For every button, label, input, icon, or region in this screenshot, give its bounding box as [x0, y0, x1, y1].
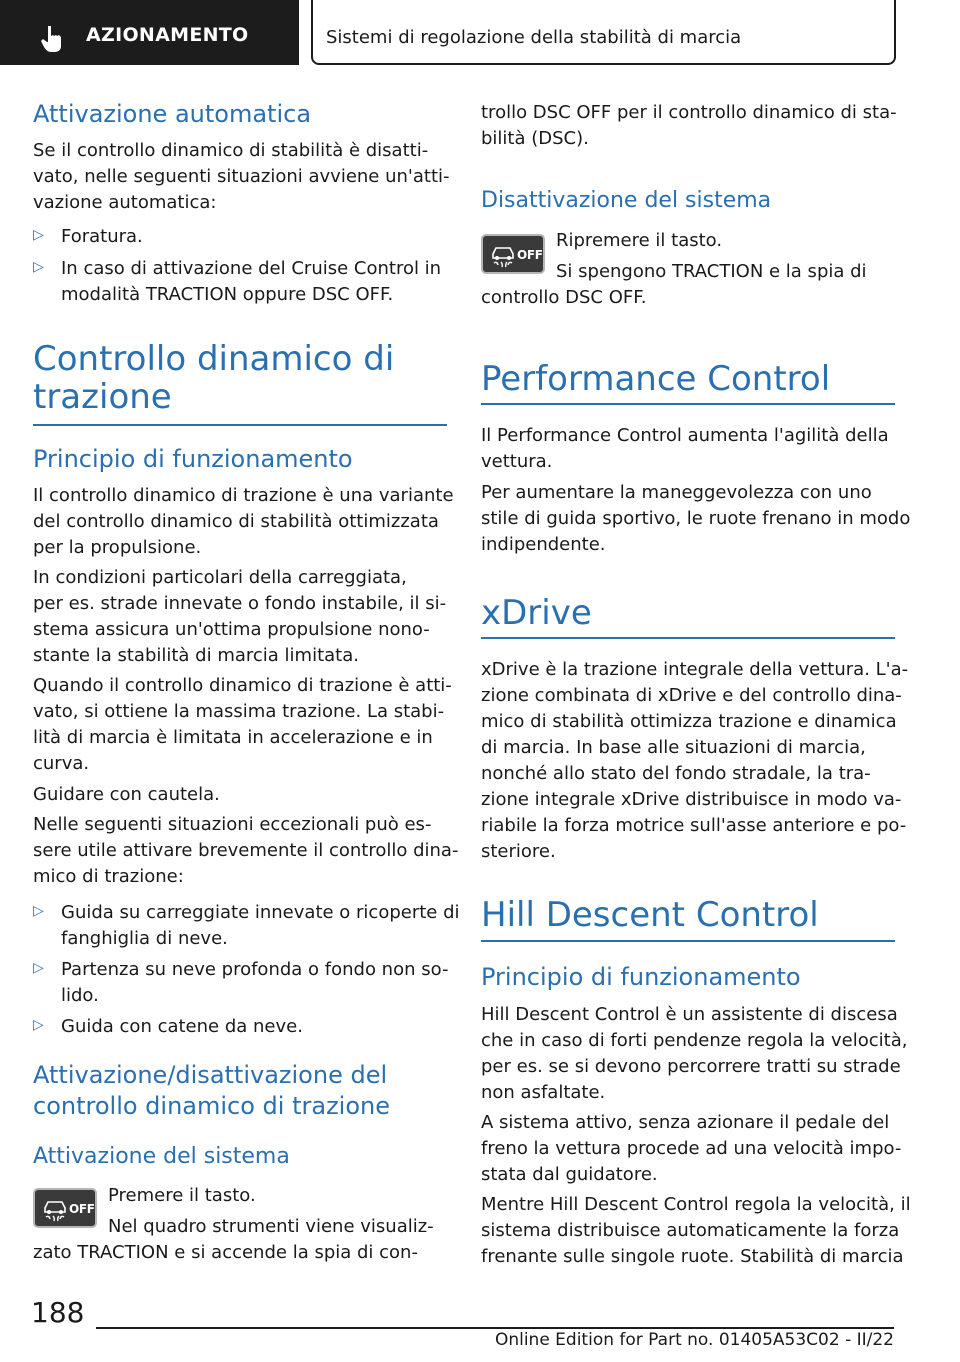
dsc-off-label: OFF	[517, 248, 543, 262]
paragraph-line: In condizioni particolari della carreggiata,	[33, 567, 407, 588]
bullet-icon: ▷	[33, 259, 44, 275]
header-section-tab	[0, 0, 299, 65]
heading-performance-control: Performance Control	[481, 359, 831, 399]
list-item: Foratura.	[61, 226, 143, 247]
section-divider	[481, 940, 895, 942]
paragraph-line: Mentre Hill Descent Control regola la velocità, il	[481, 1194, 911, 1215]
paragraph-line: nonché allo stato del fondo stradale, la tra-	[481, 763, 871, 784]
paragraph-line: per es. strade innevate o fondo instabile, il si-	[33, 593, 447, 614]
paragraph-line: lità di marcia è limitata in accelerazione e in	[33, 727, 433, 748]
hand-pointer-icon	[38, 24, 66, 54]
paragraph-line: zione integrale xDrive distribuisce in modo va-	[481, 789, 902, 810]
paragraph-line: freno la vettura procede ad una velocità impo-	[481, 1138, 902, 1159]
section-divider	[481, 637, 895, 639]
paragraph-line: vettura.	[481, 451, 553, 472]
paragraph-line: controllo DSC OFF.	[481, 287, 647, 308]
list-item: Guida con catene da neve.	[61, 1016, 303, 1037]
heading-traction-control: Controllo dinamico di trazione	[33, 339, 395, 417]
heading-toggle-traction: Attivazione/disattivazione del controllo dinamico di trazione	[33, 1061, 390, 1120]
section-divider	[33, 424, 447, 426]
paragraph-line: Guidare con cautela.	[33, 784, 220, 805]
paragraph-line: Nelle seguenti situazioni eccezionali può es-	[33, 814, 432, 835]
paragraph-line: Per aumentare la maneggevolezza con uno	[481, 482, 872, 503]
paragraph-line: trollo DSC OFF per il controllo dinamico di sta-	[481, 102, 897, 123]
paragraph-line: steriore.	[481, 841, 556, 862]
paragraph-line: sere utile attivare brevemente il controllo dina-	[33, 840, 459, 861]
paragraph-line: stata dal guidatore.	[481, 1164, 658, 1185]
paragraph-line: mico di trazione:	[33, 866, 184, 887]
footer-divider	[96, 1327, 894, 1329]
section-divider	[481, 403, 895, 405]
paragraph-line: stante la stabilità di marcia limitata.	[33, 645, 359, 666]
paragraph-line: zato TRACTION e si accende la spia di con-	[33, 1242, 418, 1263]
paragraph-line: Il Performance Control aumenta l'agilità della	[481, 425, 889, 446]
list-item: fanghiglia di neve.	[61, 928, 228, 949]
list-item: modalità TRACTION oppure DSC OFF.	[61, 284, 394, 305]
heading-operating-principle: Principio di funzionamento	[481, 963, 801, 991]
list-item: Partenza su neve profonda o fondo non so-	[61, 959, 449, 980]
list-item: In caso di attivazione del Cruise Control in	[61, 258, 442, 279]
heading-hill-descent-control: Hill Descent Control	[481, 895, 819, 935]
paragraph-line: del controllo dinamico di stabilità ottimizzata	[33, 511, 439, 532]
paragraph-line: che in caso di forti pendenze regola la velocità,	[481, 1030, 908, 1051]
page-number: 188	[31, 1296, 85, 1329]
dsc-off-button-icon	[33, 1188, 97, 1228]
header-section-label: AZIONAMENTO	[86, 24, 249, 46]
paragraph-line: per es. se si devono percorrere tratti su strade	[481, 1056, 901, 1077]
paragraph-line: indipendente.	[481, 534, 606, 555]
dsc-off-button-icon	[481, 234, 545, 274]
paragraph-line: sistema distribuisce automaticamente la forza	[481, 1220, 900, 1241]
list-item: Guida su carreggiate innevate o ricoperte di	[61, 902, 460, 923]
list-item: lido.	[61, 985, 99, 1006]
skidding-car-icon	[42, 1196, 68, 1222]
heading-deactivation: Disattivazione del sistema	[481, 188, 772, 213]
paragraph-line: zione combinata di xDrive e del controllo dina-	[481, 685, 902, 706]
heading-xdrive: xDrive	[481, 593, 592, 633]
heading-operating-principle: Principio di funzionamento	[33, 445, 353, 473]
bullet-icon: ▷	[33, 960, 44, 976]
bullet-icon: ▷	[33, 1017, 44, 1033]
bullet-icon: ▷	[33, 227, 44, 243]
heading-activation: Attivazione del sistema	[33, 1144, 290, 1169]
paragraph-line: riabile la forza motrice sull'asse anteriore e po-	[481, 815, 907, 836]
bullet-icon: ▷	[33, 903, 44, 919]
paragraph-line: Quando il controllo dinamico di trazione è atti-	[33, 675, 452, 696]
paragraph-line: bilità (DSC).	[481, 128, 589, 149]
paragraph-line: curva.	[33, 753, 90, 774]
dsc-off-label: OFF	[69, 1202, 95, 1216]
paragraph-line: Premere il tasto.	[108, 1185, 256, 1206]
header-chapter-title: Sistemi di regolazione della stabilità di marcia	[326, 27, 742, 48]
paragraph-line: vazione automatica:	[33, 192, 217, 213]
paragraph-line: A sistema attivo, senza azionare il pedale del	[481, 1112, 890, 1133]
paragraph-line: stema assicura un'ottima propulsione nono-	[33, 619, 430, 640]
paragraph-line: vato, nelle seguenti situazioni avviene un'atti-	[33, 166, 450, 187]
paragraph-line: per la propulsione.	[33, 537, 202, 558]
paragraph-line: Se il controllo dinamico di stabilità è disatti-	[33, 140, 429, 161]
paragraph-line: di marcia. In base alle situazioni di marcia,	[481, 737, 866, 758]
paragraph-line: Ripremere il tasto.	[556, 230, 723, 251]
footer-edition-link[interactable]: Online Edition for Part no. 01405A53C02 - II/22	[494, 1330, 894, 1350]
paragraph-line: Nel quadro strumenti viene visualiz-	[108, 1216, 434, 1237]
paragraph-line: Il controllo dinamico di trazione è una variante	[33, 485, 454, 506]
paragraph-line: frenante sulle singole ruote. Stabilità di marcia	[481, 1246, 904, 1267]
paragraph-line: non asfaltate.	[481, 1082, 606, 1103]
paragraph-line: xDrive è la trazione integrale della vettura. L'a-	[481, 659, 909, 680]
skidding-car-icon	[490, 242, 516, 268]
paragraph-line: vato, si ottiene la massima trazione. La stabi-	[33, 701, 445, 722]
paragraph-line: stile di guida sportivo, le ruote frenano in modo	[481, 508, 911, 529]
paragraph-line: Si spengono TRACTION e la spia di	[556, 261, 867, 282]
paragraph-line: Hill Descent Control è un assistente di discesa	[481, 1004, 898, 1025]
paragraph-line: mico di stabilità ottimizza trazione e dinamica	[481, 711, 897, 732]
heading-automatic-activation: Attivazione automatica	[33, 100, 312, 128]
